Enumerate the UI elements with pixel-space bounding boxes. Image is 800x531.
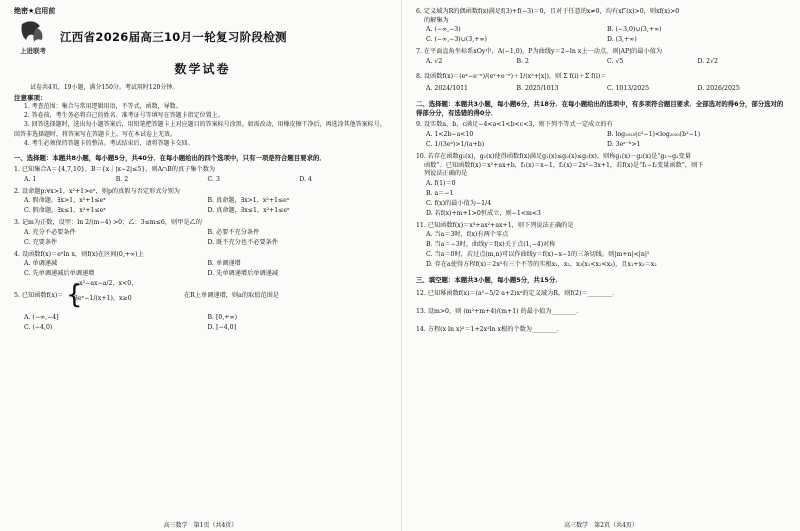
exam-title: 江西省2026届高三10月一轮复习阶段检测 — [60, 30, 287, 44]
question-3: 3. 记m为正数，设甲：ln 2/(m−4) >0；乙：3≤m≤6，则甲是乙的 — [14, 219, 202, 227]
question-1: 1. 已知集合A＝{4,7,10}，B＝{x｜|x−2|≤5}，则A∩B的真子集个数为 — [14, 166, 216, 174]
question-10: 10. 若存在函数g₁(x)，g₂(x)使得函数f(x)满足g₁(x)≤g₀(x)≤g₂(x)，则称g₁(x)－g₂(x)是“g₁−g₂变量 — [416, 152, 691, 160]
question-8-options — [416, 84, 788, 94]
option-d: D. 4 — [299, 175, 312, 183]
option-a: A. 2024/1011 — [426, 85, 468, 93]
notice-heading: 注意事项： — [14, 94, 47, 102]
option-a: A. 充分不必要条件 — [24, 228, 76, 236]
question-8: 8. 设函数f(x)＝(eˣ−e⁻ˣ)/(eˣ+e⁻ˣ)＋1/(x²+|x|)，则 Σ f(i)＋Σ f(i)＝ — [416, 72, 607, 80]
page-1-footer: 高三数学 第1页（共4页） — [163, 522, 238, 529]
section-1-heading: 一、选择题：本题共8小题，每小题5分，共40分．在每小题给出的四个选项中，只有一项是符合题目要求的． — [14, 154, 326, 163]
exam-union-logo-icon — [14, 18, 52, 56]
question-4-options — [14, 259, 391, 279]
question-10-option-a: A. f(1)＝0 — [426, 179, 456, 187]
question-9-options — [416, 130, 788, 150]
option-b: B. 必要不充分条件 — [207, 228, 260, 236]
option-a: A. 1 — [24, 175, 37, 183]
option-d: D. 既不充分也不必要条件 — [207, 238, 279, 246]
question-11-option-a: A. 当a＝3时，f(x)有两个零点 — [426, 231, 509, 239]
option-c: C. 1/(3eᵃ)>1/(a+b) — [426, 140, 485, 148]
notice-1: 1. 考查范围：集合与常用逻辑用语，不等式，函数，导数。 — [24, 103, 182, 110]
question-5-stem: 5. 已知函数f(x)＝ — [14, 292, 64, 300]
option-a: A. √2 — [426, 57, 443, 65]
option-b: B. 2025/1013 — [516, 85, 559, 93]
exam-header — [14, 18, 391, 56]
section-2-heading: 二、选择题：本题共3小题，每小题6分，共18分．在每小题给出的选项中，有多项符合题目要求．全部选对的得6分，部分选对的得部分分，有选错的得0分． — [416, 100, 784, 118]
question-5-stem-tail: 在R上单调递增，则a的取值范围是 — [184, 292, 279, 300]
option-d: D. (3,+∞) — [607, 36, 637, 44]
option-c: C. 先单调递减后单调递增 — [24, 270, 95, 278]
option-b: B. (−3,0)∪(3,+∞) — [607, 26, 662, 34]
exam-info: 试卷共4页，19小题，满分150分。考试用时120分钟。 — [30, 84, 179, 91]
question-7-options — [416, 57, 788, 67]
option-d: D. 真命题，∃x≤1，x²+1≤eˣ — [207, 207, 290, 215]
question-11-option-c: C. 当a＝0时，若过点(m,n)可以作曲线y＝f(x)−x−1的三条切线，则|m+n|<|n|² — [426, 251, 650, 259]
secret-label: 绝密★启用前 — [14, 7, 56, 15]
option-d: D. 3eᵃ⁻ᵇ>1 — [607, 140, 641, 148]
notice-4: 4. 考生必须保持答题卡的整洁。考试结束后，请将答题卡交回。 — [24, 139, 194, 147]
question-10-option-c: C. f(x)的最小值为−1/4 — [426, 199, 492, 207]
option-b: B. [0,+∞) — [207, 314, 238, 322]
option-b: B. log₂₀₂₅(c²−1)<log₂₀₂₅(b²−1) — [607, 130, 701, 138]
option-a: A. 假命题，∃x>1，x²+1≤eˣ — [24, 197, 106, 205]
question-1-options — [14, 175, 391, 185]
option-c: C. 假命题，∃x≤1，x²+1≤eˣ — [24, 207, 106, 215]
question-3-options — [14, 228, 391, 248]
question-5-options — [14, 313, 391, 333]
section-3-heading: 三、填空题：本题共3小题，每小题5分，共15分． — [416, 276, 562, 285]
piecewise-brace-icon: { — [66, 280, 83, 311]
option-c: C. (−4,0) — [24, 324, 53, 332]
subject-title: 数学试卷 — [174, 62, 231, 76]
question-12: 12. 已知幂函数f(x)＝(a²−5/2 a+2)xᵃ的定义域为R，则f(2)＝________． — [416, 290, 619, 298]
question-11: 11. 已知函数f(x)＝x³+ax²+ax+1，则下列说法正确的是 — [416, 221, 574, 229]
page-2 — [401, 0, 800, 531]
option-c: C. √5 — [607, 57, 624, 65]
option-d: D. 先单调递增后单调递减 — [207, 270, 279, 278]
option-d: D. [−4,0] — [207, 324, 237, 332]
question-6-options — [416, 25, 788, 45]
svg-text:上进联考: 上进联考 — [20, 47, 46, 55]
option-c: C. 1013/2025 — [607, 85, 650, 93]
question-5-case-2: 3eˣ−1/(x+1)，x≥0 — [74, 295, 132, 303]
option-a: A. (−∞,−3) — [426, 26, 461, 34]
question-14: 14. 方程(x ln x)²＝1+2x²ln x根的个数为________． — [416, 325, 563, 333]
question-13: 13. 设m>0，则 (m²+m+4)/(m+1) 的最小值为________． — [416, 307, 583, 315]
question-6-cont: 的解集为 — [424, 16, 449, 24]
question-2-options — [14, 196, 391, 216]
question-5 — [14, 279, 391, 313]
question-6: 6. 定义域为R的偶函数f(x)满足f(3)+f(−3)＝0，且对于任意的x≠0，均有xf″(x)>0，则xf(x)>0 — [416, 8, 680, 15]
option-c: C. 3 — [207, 175, 220, 183]
option-d: D. 2√2 — [697, 57, 718, 65]
notice-3: 3. 回答选择题时，选出每小题答案后，用铅笔把答题卡上对应题目的答案标号涂黑。如需改动，用橡皮擦干净后，再选涂其他答案标号。回答非选择题时，将答案写在答题卡上。写在本试卷上无效。 — [14, 121, 386, 138]
question-7: 7. 在平面直角坐标系xOy中，A(−1,0)，P为曲线y＝2−ln x上一动点，则|AP|的最小值为 — [416, 48, 663, 56]
option-b: B. 2 — [516, 57, 529, 65]
option-b: B. 2 — [115, 175, 129, 183]
option-c: C. 充要条件 — [24, 238, 58, 246]
question-10-cont: 函数”．已知函数f(x)＝x²+ax+b，f₁(x)＝x−1，f₂(x)＝2x²−3x+1，若f(x)是“f₁−f₂变量函数”，则下 — [424, 161, 704, 169]
option-a: A. 1<2b−a<10 — [426, 130, 474, 138]
option-a: A. 单调递减 — [24, 260, 58, 268]
option-b: B. 真命题，∃x>1，x²+1≤eˣ — [207, 197, 290, 205]
option-c: C. (−∞,−3)∪(3,+∞) — [426, 36, 487, 44]
option-d: D. 2026/2025 — [697, 85, 740, 93]
question-10-option-b: B. a＝−1 — [426, 189, 454, 197]
option-a: A. (−∞,−4] — [24, 314, 59, 322]
notice-2: 2. 答卷前，考生务必将自己的姓名、准考证号等填写在答题卡指定位置上。 — [24, 112, 224, 120]
question-10-option-d: D. 若f(x)+m+1>0恒成立，则−1<m<3 — [426, 209, 541, 217]
option-b: B. 单调递增 — [207, 260, 241, 268]
question-5-case-1: −x²−ax−a/2，x<0， — [74, 280, 138, 288]
question-10-cont-2: 列说法正确的是 — [424, 170, 468, 178]
question-11-option-b: B. 当a＝−3时，曲线y＝f(x)关于点(1,−4)对称 — [426, 241, 556, 249]
question-11-option-d: D. 存在a使得方程f(x)＝2x²有三个不等的实根x₁，x₂，x₃(x₁<x₂<x₃)，且x₁+x₃＝x₂ — [426, 261, 657, 269]
question-2: 2. 设命题p:∀x>1，x²+1>eˣ，则p的真假与否定形式分别为 — [14, 187, 180, 195]
question-9: 9. 设实数a，b，c满足−4<a<1<b<c<3，则下列不等式一定成立的有 — [416, 121, 613, 129]
question-4: 4. 设函数f(x)＝eˣln x，则f(x)在区间(0,+∞)上 — [14, 250, 144, 258]
page-2-footer: 高三数学 第2页（共4页） — [564, 522, 638, 529]
